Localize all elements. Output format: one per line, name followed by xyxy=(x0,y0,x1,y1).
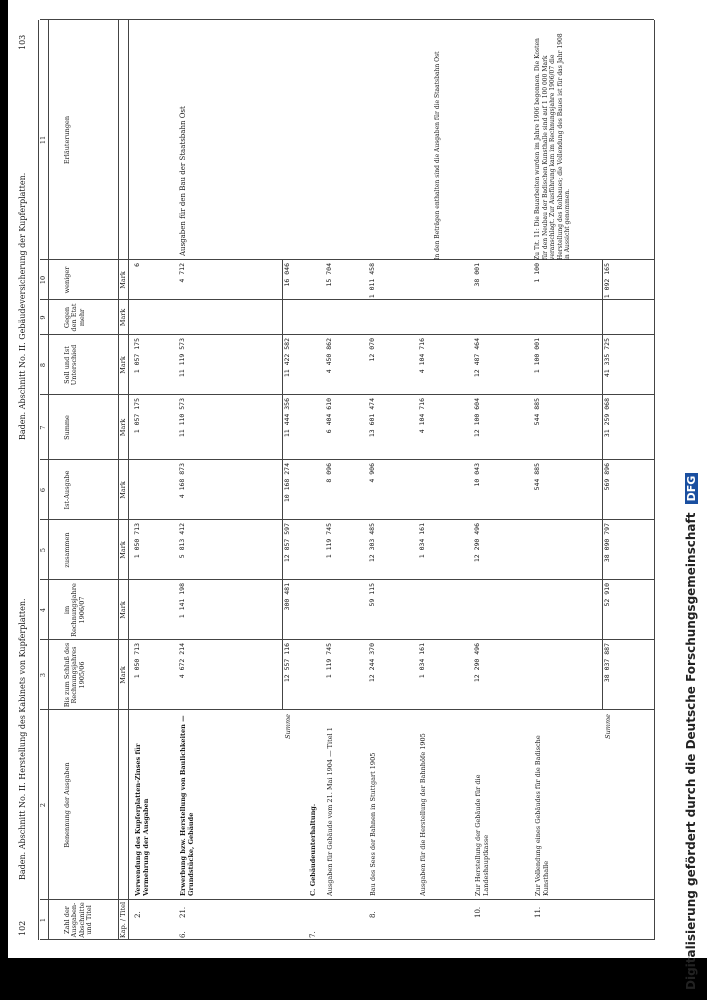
column-unit: Mark xyxy=(119,308,127,327)
amount-cell: 11 444 356 xyxy=(283,398,291,438)
row-description: Summe xyxy=(284,714,292,739)
amount-cell: 4 906 xyxy=(368,463,376,483)
amount-cell: 11 422 582 xyxy=(283,338,291,378)
amount-cell: 4 712 xyxy=(178,263,186,283)
row-description: Zur Vollendung eines Gebäudes für die Badische Kunsthalle xyxy=(534,735,551,896)
amount-cell: 4 104 716 xyxy=(418,338,426,374)
right-page-number: 103 xyxy=(18,34,27,50)
rotated-document-page xyxy=(14,20,669,940)
column-unit: Mark xyxy=(119,541,127,559)
amount-cell: 569 896 xyxy=(603,463,611,491)
table-top-rule xyxy=(38,20,39,940)
column-rule xyxy=(40,19,654,20)
column-rule xyxy=(40,899,654,900)
amount-cell: 1 119 745 xyxy=(325,523,333,559)
column-label: Soll und Ist Unterschied xyxy=(63,344,79,386)
row-description: Ausgaben für die Herstellung der Bahnhöfe 1905 xyxy=(419,733,427,896)
kap-number: 6. xyxy=(179,931,187,938)
column-rule xyxy=(40,639,654,640)
column-number: 1 xyxy=(39,917,47,923)
titel-number: 21. xyxy=(179,906,187,918)
scan-border-left xyxy=(0,0,8,960)
amount-cell: 12 487 464 xyxy=(473,338,481,378)
amount-cell: 6 404 610 xyxy=(325,398,333,434)
column-unit: Mark xyxy=(119,356,127,374)
amount-cell: 31 259 068 xyxy=(603,398,611,438)
amount-cell: 1 057 175 xyxy=(133,338,141,374)
column-label: im Rechnungsjahre 1906/07 xyxy=(63,583,86,637)
row-description: Summe xyxy=(604,714,612,739)
amount-cell: 1 100 xyxy=(533,263,541,283)
column-rule xyxy=(40,394,654,395)
row-description: Ausgaben für Gebäude vom 21. Mai 1904 — Titel 1 xyxy=(326,727,334,896)
table-bottom-rule xyxy=(654,20,655,940)
kap-number: 7. xyxy=(309,931,317,938)
amount-cell: 1 011 458 xyxy=(368,263,376,299)
amount-cell: 38 001 xyxy=(473,263,481,287)
amount-cell: 10 043 xyxy=(473,463,481,487)
amount-cell: 11 119 573 xyxy=(178,338,186,378)
column-number: 11 xyxy=(39,135,47,145)
amount-cell: 300 481 xyxy=(283,583,291,611)
amount-cell: 59 115 xyxy=(368,583,376,607)
amount-cell: 11 110 573 xyxy=(178,398,186,438)
titel-number: 2. xyxy=(134,911,142,918)
amount-cell: 4 672 214 xyxy=(178,643,186,679)
column-label: zusammen xyxy=(63,532,71,568)
titel-number: 11. xyxy=(534,906,542,918)
column-label: Gegen den Etat mehr xyxy=(63,303,86,332)
amount-cell: 12 557 116 xyxy=(283,643,291,683)
amount-cell: 544 885 xyxy=(533,398,541,426)
dfg-logo: DFG xyxy=(685,473,698,505)
column-label: Bis zum Schluß des Rechnungsjahres 1905/06 xyxy=(63,642,86,708)
amount-cell: 1 057 175 xyxy=(133,398,141,434)
amount-cell: 12 070 xyxy=(368,338,376,362)
column-unit: Mark xyxy=(119,666,127,684)
left-page-number: 102 xyxy=(18,920,27,936)
column-unit: Mark xyxy=(119,271,127,289)
amount-cell: 1 050 713 xyxy=(133,523,141,559)
column-number: 4 xyxy=(39,607,47,613)
amount-cell: 1 119 745 xyxy=(325,643,333,679)
amount-cell: 12 244 370 xyxy=(368,643,376,683)
column-rule xyxy=(40,939,654,940)
note-staatsbahn: In den Beträgen enthalten sind die Ausgaben für die Staatsbahn Ost xyxy=(434,51,441,260)
column-label: Erläuterungen xyxy=(63,115,71,165)
scan-border-bottom xyxy=(0,958,707,1000)
amount-cell: 8 096 xyxy=(325,463,333,483)
column-rule xyxy=(40,579,654,580)
column-number-rule xyxy=(48,20,49,940)
amount-cell: 4 450 862 xyxy=(325,338,333,374)
amount-cell: 38 090 797 xyxy=(603,523,611,563)
amount-cell: 15 704 xyxy=(325,263,333,287)
amount-cell: 52 910 xyxy=(603,583,611,607)
note-kunsthalle: Zu Tit. 11: Die Bauarbeiten wurden im Jahre 1906 begonnen. Die Kosten für den Neubau der Badischen Kunsthalle sind auf 1 100 000 Mark veranschlagt. Zur Ausführung kam im Rechnungsjahre 1906/07 die Herstellung des Rohbaues; die Vollendung des Baues ist für das Jahr 1908 in Aussicht genommen. xyxy=(534,33,571,260)
column-rule xyxy=(40,459,654,460)
amount-cell: 41 335 725 xyxy=(603,338,611,378)
column-unit: Mark xyxy=(119,481,127,499)
column-rule xyxy=(40,334,654,335)
amount-cell: 13 601 474 xyxy=(368,398,376,438)
column-label: weniger xyxy=(63,266,71,294)
amount-cell: 1 034 161 xyxy=(418,523,426,559)
amount-cell: 12 290 496 xyxy=(473,523,481,563)
column-rule xyxy=(40,519,654,520)
column-number: 10 xyxy=(39,275,47,285)
amount-cell: 10 168 274 xyxy=(283,463,291,503)
amount-cell: 1 034 161 xyxy=(418,643,426,679)
column-number: 2 xyxy=(39,802,47,808)
amount-cell: 1 100 001 xyxy=(533,338,541,374)
column-label: Zahl der Ausgaben-Abschnitte und Titel xyxy=(63,902,94,938)
row-description: Zur Herstellung der Gebäude für die Landeshauptkasse xyxy=(474,774,491,896)
amount-cell: 12 303 485 xyxy=(368,523,376,563)
amount-cell: 12 857 597 xyxy=(283,523,291,563)
column-label: Benennung der Ausgaben xyxy=(63,762,71,848)
column-number: 9 xyxy=(39,315,47,320)
titel-number: 10. xyxy=(474,906,482,918)
amount-cell: 12 100 604 xyxy=(473,398,481,438)
column-number: 5 xyxy=(39,547,47,553)
amount-cell: 4 104 716 xyxy=(418,398,426,434)
unit-row-rule xyxy=(128,20,129,940)
titel-number: 8. xyxy=(369,911,377,918)
column-unit: Kap. / Titel xyxy=(119,901,127,939)
right-page-header: Baden. Abschnitt No. II. Gebäudeversicherung der Kupferplatten. xyxy=(18,172,27,440)
amount-cell: 38 037 887 xyxy=(603,643,611,683)
amount-cell: 1 092 165 xyxy=(603,263,611,299)
row-description: Bau des Sees der Bahnen in Stuttgart 1905 xyxy=(369,752,377,896)
column-number: 3 xyxy=(39,672,47,678)
amount-cell: 12 290 496 xyxy=(473,643,481,683)
amount-cell: 544 885 xyxy=(533,463,541,491)
amount-cell: 1 050 713 xyxy=(133,643,141,679)
column-label: Summe xyxy=(63,415,71,440)
column-number: 8 xyxy=(39,362,47,368)
amount-cell: 4 168 873 xyxy=(178,463,186,499)
row-description: C. Gebäudeunterhaltung. xyxy=(309,803,317,896)
amount-cell: 6 xyxy=(133,263,141,267)
column-label: Ist-Ausgabe xyxy=(63,470,71,510)
sum-rule xyxy=(602,260,603,710)
remark-cell: Ausgaben für den Bau der Staatsbahn Ost xyxy=(179,106,187,256)
sum-rule xyxy=(282,260,283,710)
credit-text: Digitalisierung gefördert durch die Deutsche Forschungsgemeinschaft xyxy=(684,512,698,990)
amount-cell: 5 813 412 xyxy=(178,523,186,559)
column-unit: Mark xyxy=(119,418,127,437)
digitization-credit xyxy=(684,0,702,990)
left-page-header: Baden. Abschnitt No. II. Herstellung des Kabinets von Kupferplatten. xyxy=(18,598,27,880)
column-unit: Mark xyxy=(119,601,127,619)
column-number: 7 xyxy=(39,425,47,430)
amount-cell: 16 046 xyxy=(283,263,291,287)
amount-cell: 1 141 198 xyxy=(178,583,186,619)
row-description: Erwerbung bzw. Herstellung von Baulichkeiten — Grundstücke, Gebäude xyxy=(179,715,196,896)
column-number: 6 xyxy=(39,487,47,493)
row-description: Verwendung des Kupferplatten-Zinses für Vermehrung der Ausgaben xyxy=(134,743,151,896)
header-bottom-rule xyxy=(118,20,119,940)
column-rule xyxy=(40,299,654,300)
column-rule xyxy=(40,709,654,710)
